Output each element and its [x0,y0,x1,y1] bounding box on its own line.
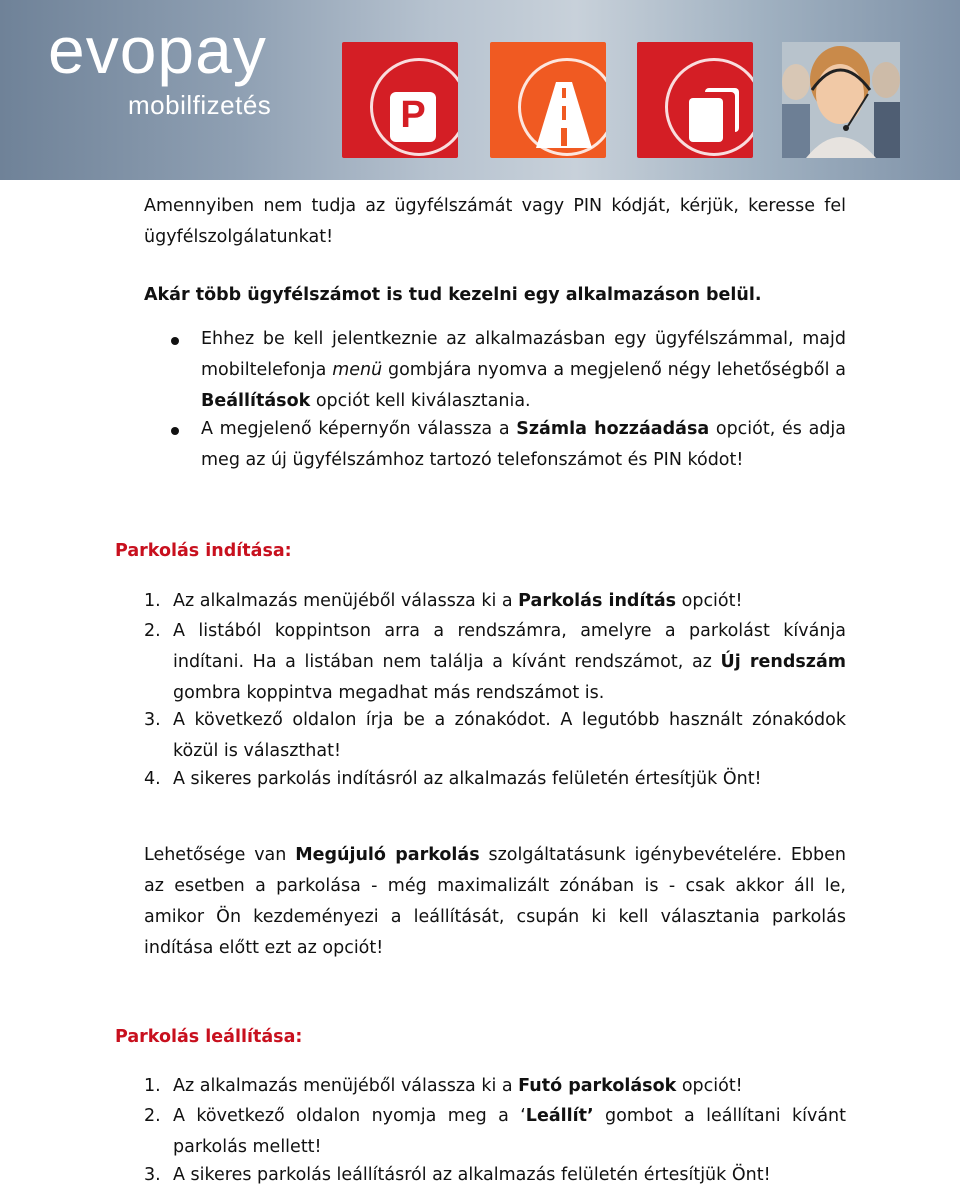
list-item: Az alkalmazás menüjéből válassza ki a Futó parkolások opciót! [173,1076,743,1096]
header-banner [0,0,960,180]
list-item: A következő oldalon írja be a zónakódot. A legutóbb használt zónakódok közül is választhat! [173,710,846,761]
section-heading-stop: Parkolás leállítása: [115,1027,303,1047]
list-item: A sikeres parkolás indításról az alkalmazás felületén értesítjük Önt! [173,769,762,789]
list-number: 1. [144,1076,161,1096]
renewing-parking-paragraph: Lehetősége van Megújuló parkolás szolgáltatásunk igénybevételére. Ebben az esetben a parkolása - még maximalizált zónában is - csak akkor áll le, amikor Ön kezdeményezi a leállítását, csupán ki kell választania parkolás indítása előtt ezt az opciót! [144,845,846,958]
documents-tile [637,42,753,158]
logo-subtitle: mobilfizetés [128,90,272,120]
list-number: 2. [144,621,161,641]
list-number: 3. [144,1165,161,1185]
bullet-icon [171,337,179,345]
bullet-item: Ehhez be kell jelentkeznie az alkalmazásban egy ügyfélszámmal, majd mobiltelefonja menü gombjára nyomva a megjelenő négy lehetőségből a Beállítások opciót kell kiválasztania. [201,329,846,411]
bullet-item: A megjelenő képernyőn válassza a Számla hozzáadása opciót, és adja meg az új ügyfélszámhoz tartozó telefonszámot és PIN kódot! [201,419,846,470]
intro-paragraph: Amennyiben nem tudja az ügyfélszámát vagy PIN kódját, kérjük, keresse fel ügyfélszolgálatunkat! [144,196,846,247]
list-number: 4. [144,769,161,789]
multi-account-heading: Akár több ügyfélszámot is tud kezelni egy alkalmazáson belül. [144,285,762,305]
list-number: 1. [144,591,161,611]
parking-icon: P [390,92,436,142]
list-item: Az alkalmazás menüjéből válassza ki a Parkolás indítás opciót! [173,591,743,611]
highway-icon [534,82,594,148]
list-item: A következő oldalon nyomja meg a ‘Leállít’ gombot a leállítani kívánt parkolás mellett! [173,1106,846,1157]
highway-tile [490,42,606,158]
support-agent-photo [782,42,900,158]
list-item: A sikeres parkolás leállításról az alkalmazás felületén értesítjük Önt! [173,1165,771,1185]
documents-icon [685,86,743,144]
list-number: 2. [144,1106,161,1126]
bullet-icon [171,427,179,435]
section-heading-start: Parkolás indítása: [115,541,292,561]
logo-evopay: evopay [48,13,267,87]
list-number: 3. [144,710,161,730]
parking-tile [342,42,458,158]
list-item: A listából koppintson arra a rendszámra, amelyre a parkolást kívánja indítani. Ha a listában nem találja a kívánt rendszámot, az Új rendszám gombra koppintva megadhat más rendszámot is. [173,621,847,703]
